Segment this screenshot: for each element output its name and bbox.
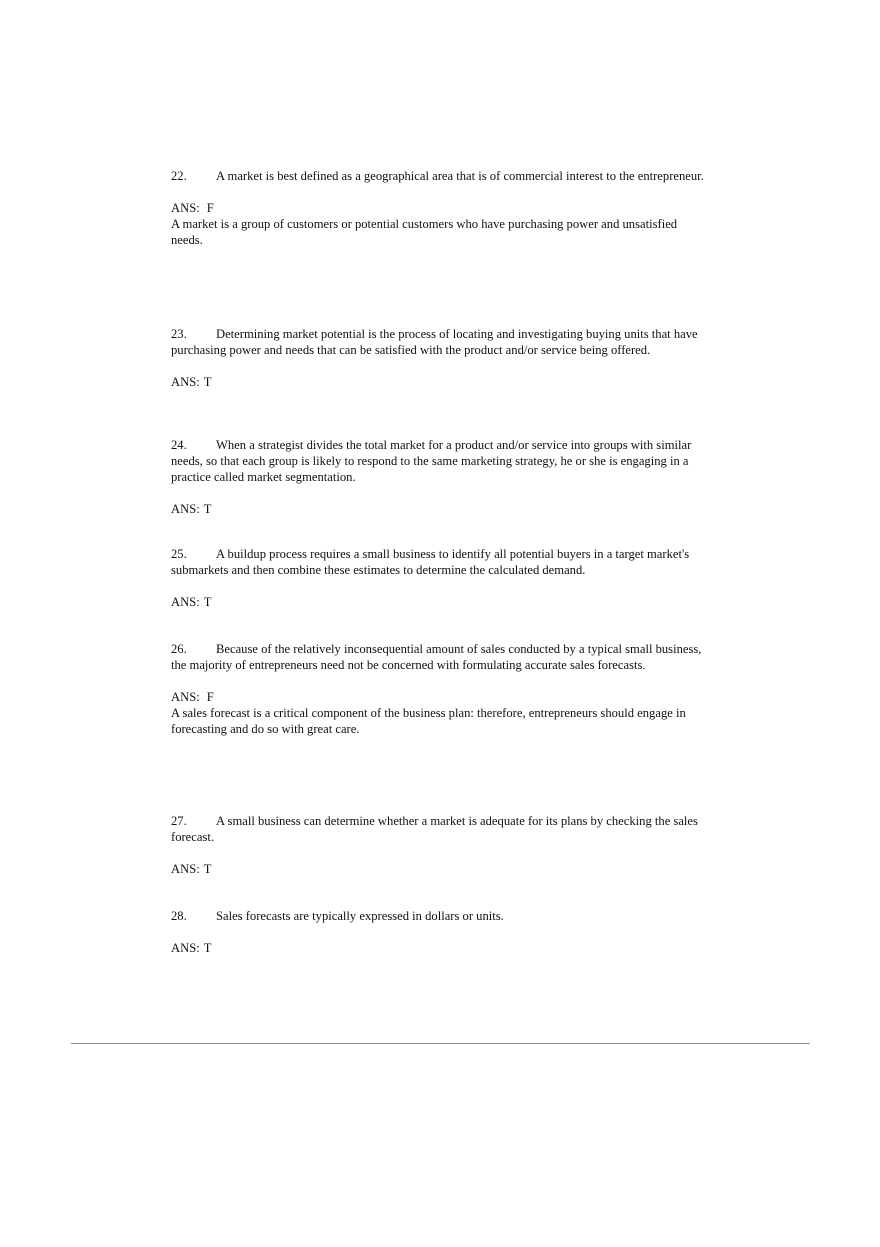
answer-line: [171, 200, 711, 216]
question-number: 28.: [171, 909, 187, 923]
question-27: [171, 813, 711, 877]
question-text: [171, 813, 711, 845]
answer-value: T: [203, 941, 212, 955]
question-text: [171, 168, 711, 184]
question-text: [171, 546, 711, 578]
question-26: [171, 641, 711, 737]
question-text: [171, 641, 711, 673]
question-body: Sales forecasts are typically expressed in dollars or units.: [216, 909, 504, 923]
question-25: [171, 546, 711, 610]
answer-label: ANS:: [171, 201, 200, 215]
question-23: [171, 326, 711, 390]
question-body: When a strategist divides the total market for a product and/or service into groups with similar needs, so that each group is likely to respond to the same marketing strategy, he or she is engaging in a practice called market segmentation.: [171, 438, 692, 484]
question-text: [171, 908, 711, 924]
question-24: [171, 437, 711, 517]
question-number: 22.: [171, 169, 187, 183]
answer-line: [171, 940, 711, 956]
question-22: [171, 168, 711, 248]
answer-label: ANS:: [171, 375, 200, 389]
question-body: Determining market potential is the process of locating and investigating buying units that have purchasing power and needs that can be satisfied with the product and/or service being offered.: [171, 327, 698, 357]
answer-value: T: [203, 595, 212, 609]
answer-value: F: [206, 201, 214, 215]
question-body: Because of the relatively inconsequential amount of sales conducted by a typical small business, the majority of entrepreneurs need not be concerned with formulating accurate sales forecasts.: [171, 642, 702, 672]
question-number: 25.: [171, 547, 187, 561]
answer-value: T: [203, 862, 212, 876]
question-number: 26.: [171, 642, 187, 656]
answer-line: [171, 861, 711, 877]
answer-line: [171, 689, 711, 705]
answer-rationale: A sales forecast is a critical component of the business plan: therefore, entrepreneurs should engage in forecasting and do so with great care.: [171, 706, 686, 736]
question-body: A buildup process requires a small business to identify all potential buyers in a target market's submarkets and then combine these estimates to determine the calculated demand.: [171, 547, 690, 577]
answer-label: ANS:: [171, 502, 200, 516]
question-number: 23.: [171, 327, 187, 341]
question-text: [171, 437, 711, 485]
answer-value: F: [206, 690, 214, 704]
question-body: A market is best defined as a geographical area that is of commercial interest to the entrepreneur.: [216, 169, 704, 183]
answer-line: [171, 594, 711, 610]
answer-label: ANS:: [171, 941, 200, 955]
question-number: 24.: [171, 438, 187, 452]
answer-line: [171, 374, 711, 390]
answer-rationale: A market is a group of customers or potential customers who have purchasing power and unsatisfied needs.: [171, 217, 678, 247]
answer-value: T: [203, 502, 212, 516]
footer-divider: [71, 1043, 810, 1044]
answer-label: ANS:: [171, 595, 200, 609]
question-body: A small business can determine whether a market is adequate for its plans by checking the sales forecast.: [171, 814, 698, 844]
answer-label: ANS:: [171, 862, 200, 876]
question-number: 27.: [171, 814, 187, 828]
question-text: [171, 326, 711, 358]
question-28: [171, 908, 711, 956]
answer-label: ANS:: [171, 690, 200, 704]
answer-line: [171, 501, 711, 517]
answer-value: T: [203, 375, 212, 389]
